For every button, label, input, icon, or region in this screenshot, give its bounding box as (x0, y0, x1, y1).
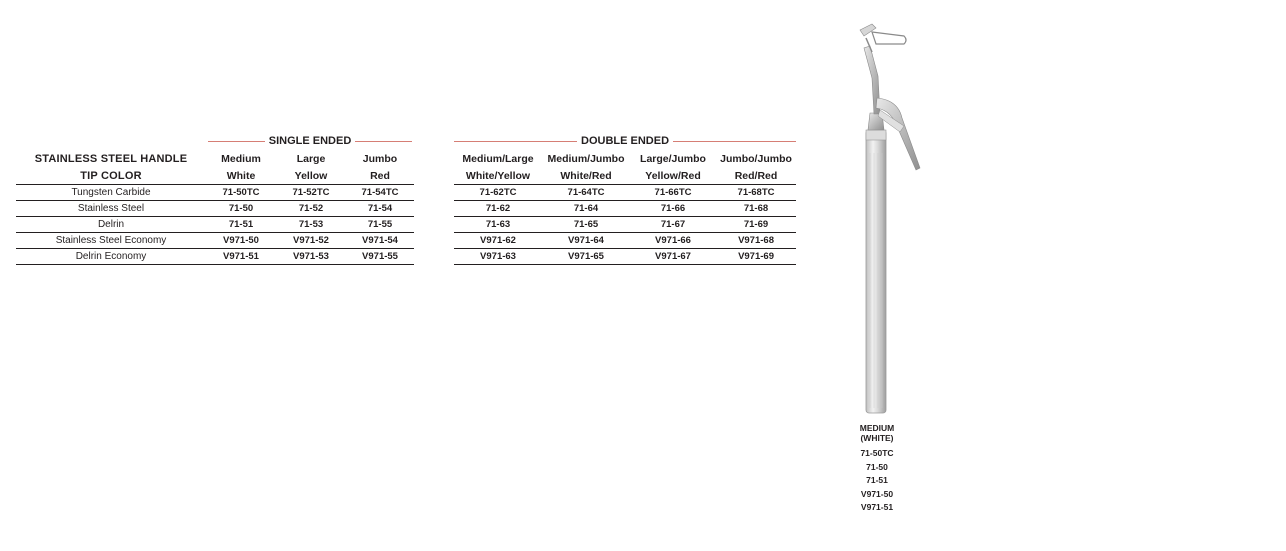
catalog-code: 71-55 (346, 217, 414, 233)
color-header: Red/Red (716, 167, 796, 185)
color-header: White (206, 167, 276, 185)
catalog-code: 71-68TC (716, 185, 796, 201)
table-row (16, 249, 796, 265)
size-header: Medium (221, 152, 261, 165)
catalog-code: 71-54TC (346, 185, 414, 201)
catalog-code: 71-50 (206, 201, 276, 217)
instrument-illustration (820, 18, 940, 418)
single-ended-group (206, 132, 414, 150)
image-caption (847, 423, 907, 515)
size-header-row (16, 150, 796, 167)
catalog-code: V971-65 (542, 249, 630, 265)
row-label: Stainless Steel Economy (16, 233, 206, 249)
catalog-code: V971-69 (716, 249, 796, 265)
table-row (16, 201, 796, 217)
table-row (16, 185, 796, 201)
size-header: Medium/Large (462, 152, 534, 165)
catalog-code: V971-62 (454, 233, 542, 249)
catalog-code: 71-66 (630, 201, 716, 217)
catalog-code: V971-67 (630, 249, 716, 265)
catalog-code: 71-50TC (206, 185, 276, 201)
catalog-code: V971-55 (346, 249, 414, 265)
catalog-code: 71-66TC (630, 185, 716, 201)
single-ended-label: SINGLE ENDED (265, 135, 356, 147)
double-ended-label: DOUBLE ENDED (577, 135, 673, 147)
catalog-code: V971-50 (206, 233, 276, 249)
catalog-code: V971-66 (630, 233, 716, 249)
size-header: Medium/Jumbo (547, 152, 625, 165)
color-header: White/Yellow (454, 167, 542, 185)
product-table (16, 132, 796, 265)
color-header: Yellow (276, 167, 346, 185)
catalog-code: 71-67 (630, 217, 716, 233)
catalog-code: V971-64 (542, 233, 630, 249)
catalog-code: 71-69 (716, 217, 796, 233)
color-header: Red (346, 167, 414, 185)
size-header: Large/Jumbo (640, 152, 706, 165)
catalog-code: V971-54 (346, 233, 414, 249)
catalog-code: V971-63 (454, 249, 542, 265)
catalog-code: 71-52TC (276, 185, 346, 201)
catalog-code: 71-63 (454, 217, 542, 233)
catalog-code: V971-53 (276, 249, 346, 265)
row-label: Tungsten Carbide (16, 185, 206, 201)
tip-color-header: TIP COLOR (16, 167, 206, 185)
size-header: Large (296, 152, 326, 165)
group-header-row (16, 132, 796, 150)
catalog-code: 71-65 (542, 217, 630, 233)
caption-code: 71-50TC (860, 448, 894, 458)
catalog-code: V971-51 (206, 249, 276, 265)
size-header: Jumbo (362, 152, 398, 165)
handle-header: STAINLESS STEEL HANDLE (34, 152, 188, 165)
caption-title (847, 423, 907, 443)
caption-color: (WHITE) (860, 433, 894, 443)
caption-code: 71-51 (866, 475, 888, 485)
color-header: Yellow/Red (630, 167, 716, 185)
catalog-code: 71-64 (542, 201, 630, 217)
size-header: Jumbo/Jumbo (720, 152, 792, 165)
catalog-code: V971-52 (276, 233, 346, 249)
catalog-code: 71-68 (716, 201, 796, 217)
catalog-code: 71-54 (346, 201, 414, 217)
caption-code: V971-50 (860, 488, 894, 499)
handle-shaft (866, 130, 886, 413)
row-label: Delrin Economy (16, 249, 206, 265)
color-header: White/Red (542, 167, 630, 185)
table-row (16, 217, 796, 233)
double-ended-group (454, 132, 796, 150)
caption-size: MEDIUM (859, 423, 895, 433)
catalog-code: 71-51 (206, 217, 276, 233)
caption-code: V971-51 (860, 502, 894, 512)
catalog-code: 71-64TC (542, 185, 630, 201)
caption-code: 71-50 (866, 461, 888, 472)
catalog-code: 71-52 (276, 201, 346, 217)
catalog-code: 71-53 (276, 217, 346, 233)
catalog-code: 71-62TC (454, 185, 542, 201)
tip-color-header-row (16, 167, 796, 185)
catalog-code: V971-68 (716, 233, 796, 249)
catalog-code: 71-62 (454, 201, 542, 217)
row-label: Delrin (16, 217, 206, 233)
table-row (16, 233, 796, 249)
table-body (16, 185, 796, 265)
row-label: Stainless Steel (16, 201, 206, 217)
